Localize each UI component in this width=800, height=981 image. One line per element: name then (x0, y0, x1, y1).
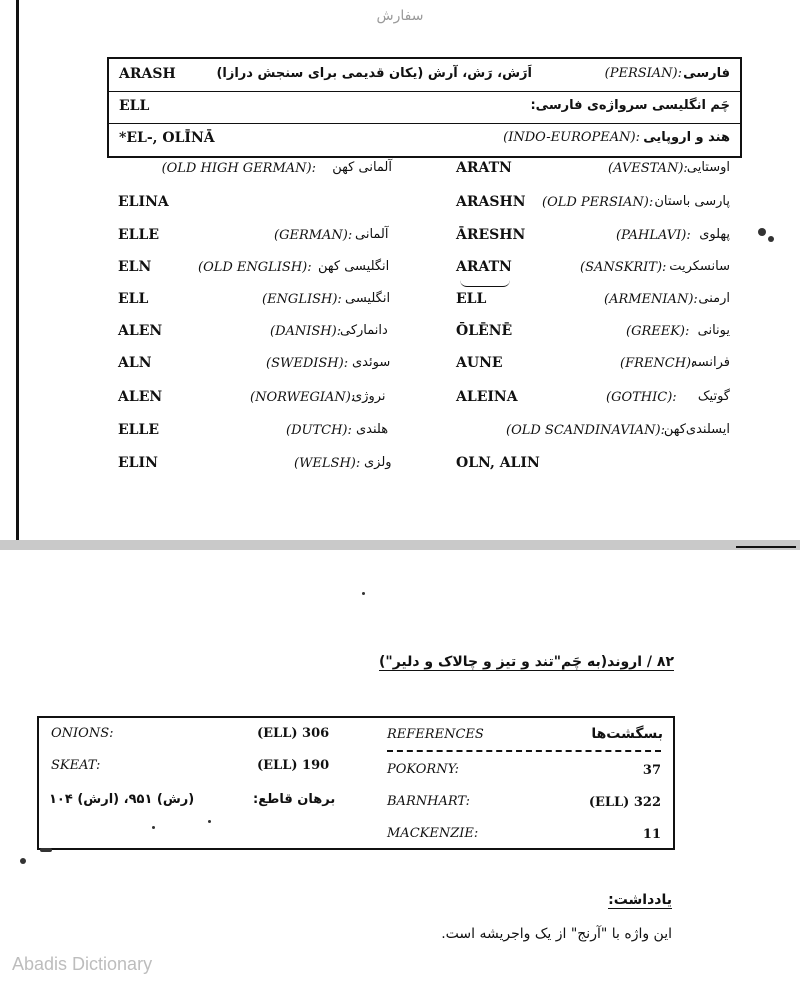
lang-word: OLN, ALIN (456, 455, 540, 471)
lang-fa: انگلیسی کهن (318, 259, 390, 274)
lang-fa: آلمانی (355, 227, 389, 242)
page-title-text: ۸۲ / اروند(به چَم"تند و تیز و چالاک و دلیر") (379, 654, 674, 670)
notes-title-text: یادداشت: (608, 892, 672, 908)
lang-row (440, 323, 740, 347)
lang-row (440, 227, 740, 251)
entry-row-english (109, 91, 740, 124)
references-box (37, 716, 675, 850)
ref-name: SKEAT: (51, 758, 101, 773)
lang-row (0, 160, 440, 184)
lang-word: ARASHN (456, 194, 526, 210)
lang-fa: اوستایی (686, 160, 730, 175)
lang-row (440, 194, 740, 218)
lang-row (0, 355, 440, 379)
lang-word: ELN (118, 259, 152, 275)
ref-name: MACKENZIE: (387, 826, 479, 841)
lang-fa: فرانسه (690, 355, 730, 370)
lang-en: (OLD HIGH GERMAN): (161, 161, 316, 176)
lang-word: ARATN (456, 160, 512, 176)
lang-row (0, 455, 440, 479)
ref-header-rule (387, 750, 661, 752)
notes-title (608, 892, 672, 908)
ref-value: برهان قاطع: (253, 792, 336, 807)
lang-row (0, 227, 440, 251)
lang-word: ELLE (118, 227, 160, 243)
entry-latin: *EL-, OLĪNĀ (119, 130, 215, 146)
lang-fa: یونانی (697, 323, 730, 338)
lang-fa: ولزی (364, 455, 392, 470)
lang-en: (SWEDISH): (266, 356, 349, 371)
ref-name: BARNHART: (387, 794, 470, 809)
underline-mark (460, 280, 510, 287)
lang-fa: هلندی (356, 422, 389, 437)
page-title (379, 654, 674, 670)
page-corner-mark (736, 546, 796, 548)
lang-en: (DUTCH): (286, 423, 352, 438)
lang-word: ALEINA (456, 389, 518, 405)
lang-fa: انگلیسی (345, 291, 391, 306)
ref-value: (ELL) 306 (257, 726, 330, 741)
lang-fa: ایسلندی‌کهن (663, 422, 730, 437)
lang-en: (SANSKRIT): (580, 260, 667, 275)
site-header: سفارش (376, 8, 424, 24)
lang-row (440, 455, 740, 479)
lang-fa: آلمانی کهن (332, 160, 392, 175)
ref-header-fa: بسگشت‌ها (591, 726, 663, 742)
lang-word: ALN (118, 355, 152, 371)
lang-word: ELL (118, 291, 149, 307)
entry-latin: ARASH (119, 66, 176, 82)
lang-row (0, 291, 440, 315)
ref-value: (ELL) 190 (257, 758, 330, 773)
lang-word: ELL (456, 291, 487, 307)
lang-fa: نروژی (352, 389, 386, 404)
lang-fa: پهلوی (699, 227, 730, 242)
lang-row (0, 194, 440, 218)
lang-fa: پارسی باستان (654, 194, 730, 209)
entry-label: فارسی (683, 66, 730, 81)
lang-word: AUNE (456, 355, 503, 371)
ref-value: (ELL) 322 (588, 795, 661, 810)
lang-row (0, 323, 440, 347)
lang-en: (ENGLISH): (262, 292, 342, 307)
lang-word: ĀRESHN (456, 227, 526, 243)
entry-box (107, 57, 742, 158)
lang-row (440, 389, 740, 413)
lang-en: (FRENCH): (620, 356, 696, 371)
ref-name: POKORNY: (387, 762, 459, 777)
entry-label: هند و اروپایی (643, 130, 730, 145)
lang-row (440, 422, 740, 446)
lang-en: (OLD SCANDINAVIAN): (506, 423, 665, 438)
notes-text: این واژه با "آرنج" از یک واجریشه است. (441, 926, 672, 942)
page-separator (0, 540, 800, 550)
scan-speck (20, 858, 26, 864)
lang-row (440, 355, 740, 379)
lang-en: (GREEK): (626, 324, 690, 339)
scan-speck (152, 826, 155, 829)
entry-label: چَم انگلیسی سرواژه‌ی فارسی: (530, 98, 730, 113)
scan-speck (362, 592, 365, 595)
ref-name: (رش) ۹۵۱، (ارش) ۱۰۴ (49, 792, 195, 807)
ref-header-en: REFERENCES (387, 727, 484, 742)
scan-speck (768, 236, 774, 242)
entry-meaning: اَرَش، رَش، آرش (یکان قدیمی برای سنجش درازا) (216, 66, 532, 81)
lang-word: ARATN (456, 259, 512, 275)
scan-speck (758, 228, 766, 236)
lang-en: (WELSH): (294, 456, 361, 471)
ref-value: 37 (642, 763, 661, 778)
lang-word: ELIN (118, 455, 158, 471)
entry-row-indo-european (109, 123, 740, 155)
lang-en: (NORWEGIAN): (250, 390, 356, 405)
lang-en: (ARMENIAN): (604, 292, 698, 307)
lang-en: (GERMAN): (274, 228, 353, 243)
lang-row (0, 422, 440, 446)
lang-en: (OLD PERSIAN): (542, 195, 654, 210)
lang-word: ŌLĒNĒ (456, 323, 513, 339)
lang-fa: ارمنی (698, 291, 730, 306)
lang-en: (GOTHIC): (606, 390, 677, 405)
lang-en: (DANISH): (270, 324, 342, 339)
lang-fa: سانسکریت (669, 259, 730, 274)
lang-word: ELLE (118, 422, 160, 438)
lang-en: (PAHLAVI): (616, 228, 691, 243)
lang-row (0, 389, 440, 413)
lang-row (440, 160, 740, 184)
entry-lang: (PERSIAN): (604, 66, 682, 81)
lang-word: ALEN (118, 323, 163, 339)
ref-value: 11 (642, 827, 661, 842)
lang-en: (AVESTAN): (608, 161, 688, 176)
scan-speck (208, 820, 211, 823)
entry-row-persian (109, 59, 740, 92)
lang-fa: سوئدی (352, 355, 391, 370)
ref-name: ONIONS: (51, 726, 114, 741)
lang-row (440, 291, 740, 315)
lang-fa: دانمارکی (340, 323, 388, 338)
lang-word: ELINA (118, 194, 169, 210)
lang-fa: گوتیک (697, 389, 730, 404)
entry-latin: ELL (119, 98, 150, 114)
lang-word: ALEN (118, 389, 163, 405)
lang-en: (OLD ENGLISH): (198, 260, 312, 275)
scan-speck (40, 848, 52, 852)
footer-watermark: Abadis Dictionary (12, 954, 153, 974)
lang-row (0, 259, 440, 283)
entry-lang: (INDO-EUROPEAN): (503, 130, 640, 145)
